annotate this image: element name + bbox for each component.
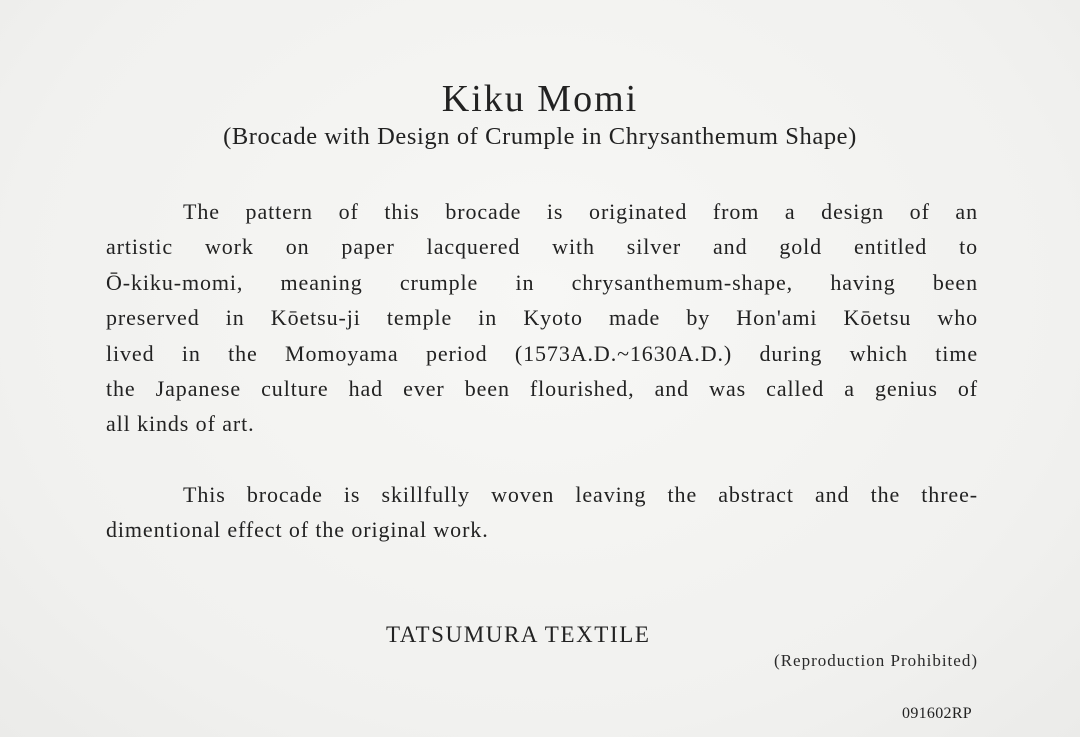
weaving-paragraph (106, 477, 978, 548)
paragraph-line: The pattern of this brocade is originated from a design of an (183, 199, 978, 224)
product-code: 091602RP (902, 705, 972, 722)
paragraph-line: lived in the Momoyama period (1573A.D.~1630A.D.) during which time (106, 340, 978, 366)
maker-name: TATSUMURA TEXTILE (386, 622, 651, 647)
paragraph-line: artistic work on paper lacquered with silver and gold entitled to (106, 234, 978, 260)
paragraph-line: dimentional effect of the original work. (106, 517, 489, 543)
paragraph-line: This brocade is skillfully woven leaving the abstract and the three- (183, 482, 978, 507)
paragraph-line: all kinds of art. (106, 411, 255, 437)
description-paragraph (106, 194, 978, 442)
paragraph-line: preserved in Kōetsu-ji temple in Kyoto made by Hon'ami Kōetsu who (106, 305, 978, 331)
document-subtitle: (Brocade with Design of Crumple in Chrysanthemum Shape) (223, 123, 857, 150)
paragraph-line: Ō-kiku-momi, meaning crumple in chrysanthemum-shape, having been (106, 269, 978, 295)
paragraph-line: the Japanese culture had ever been flourished, and was called a genius of (106, 376, 978, 402)
reproduction-notice: (Reproduction Prohibited) (774, 651, 978, 670)
document-title: Kiku Momi (441, 78, 639, 120)
